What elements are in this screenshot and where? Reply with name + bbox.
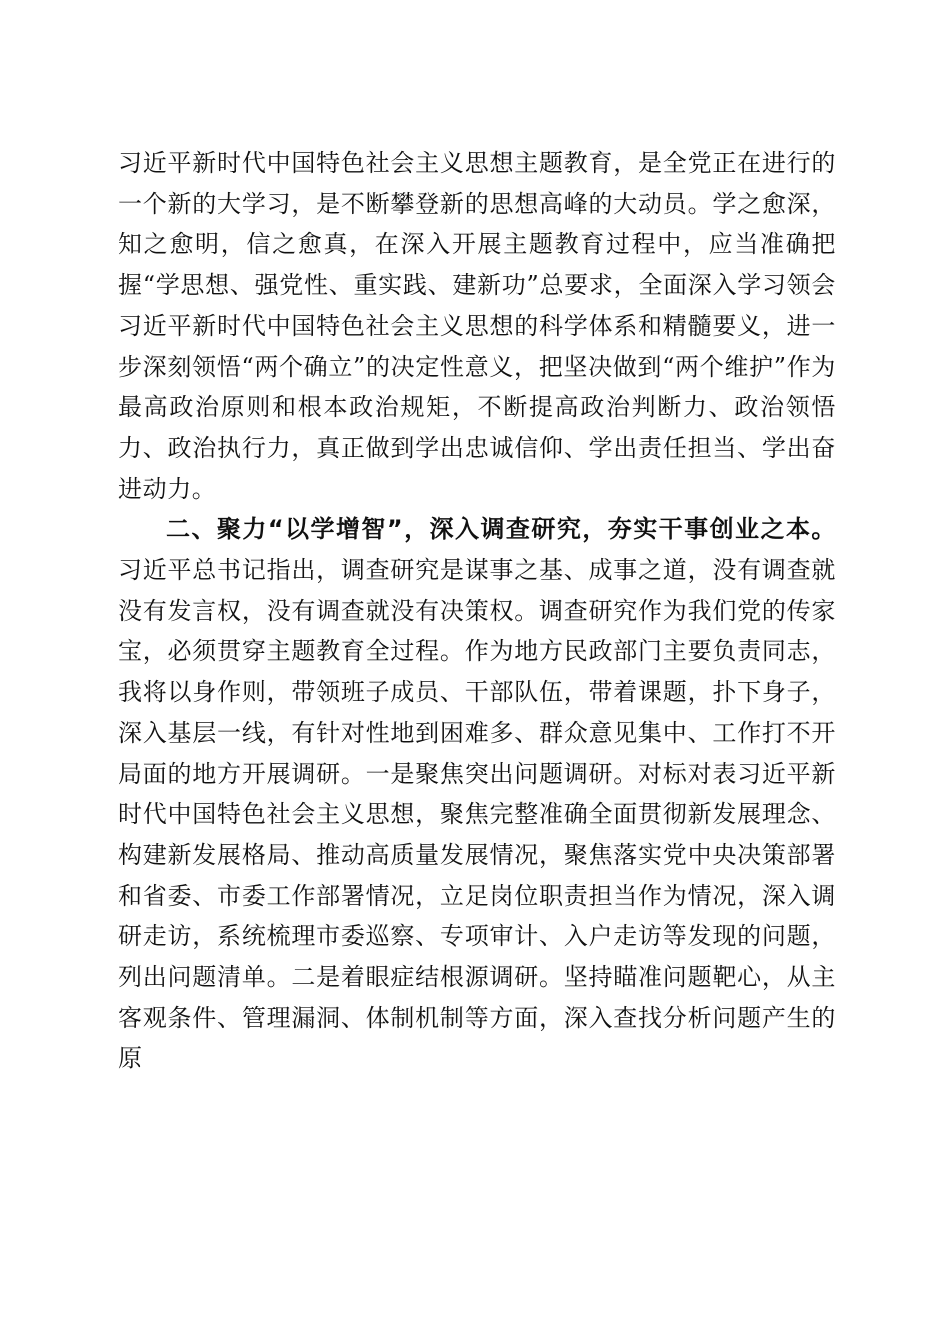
paragraph-study-thought: 习近平新时代中国特色社会主义思想主题教育，是全党正在进行的一个新的大学习，是不断攀登新的思想高峰的大动员。学之愈深，知之愈明，信之愈真，在深入开展主题教育过程中，应当准确把握“学思想、强党性、重实践、建新功”总要求，全面深入学习领会习近平新时代中国特色社会主义思想的科学体系和精髓要义，进一步深刻领悟“两个确立”的决定性意义，把坚决做到“两个维护”作为最高政治原则和根本政治规矩，不断提高政治判断力、政治领悟力、政治执行力，真正做到学出忠诚信仰、学出责任担当、学出奋进动力。 [118,149,836,503]
paragraph-investigation-research [118,509,836,1079]
paragraph-body-text: 习近平总书记指出，调查研究是谋事之基、成事之道，没有调查就没有发言权，没有调查就没有决策权。调查研究作为我们党的传家宝，必须贯穿主题教育全过程。作为地方民政部门主要负责同志，我将以身作则，带领班子成员、干部队伍，带着课题，扑下身子，深入基层一线，有针对性地到困难多、群众意见集中、工作打不开局面的地方开展调研。一是聚焦突出问题调研。对标对表习近平新时代中国特色社会主义思想，聚焦完整准确全面贯彻新发展理念、构建新发展格局、推动高质量发展情况，聚焦落实党中央决策部署和省委、市委工作部署情况，立足岗位职责担当作为情况，深入调研走访，系统梳理市委巡察、专项审计、入户走访等发现的问题，列出问题清单。二是着眼症结根源调研。坚持瞄准问题靶心，从主客观条件、管理漏洞、体制机制等方面，深入查找分析问题产生的原 [118,556,836,1073]
document-body [118,143,836,1079]
section-heading-two: 二、聚力“以学增智”，深入调查研究，夯实干事创业之本。 [166,515,836,544]
